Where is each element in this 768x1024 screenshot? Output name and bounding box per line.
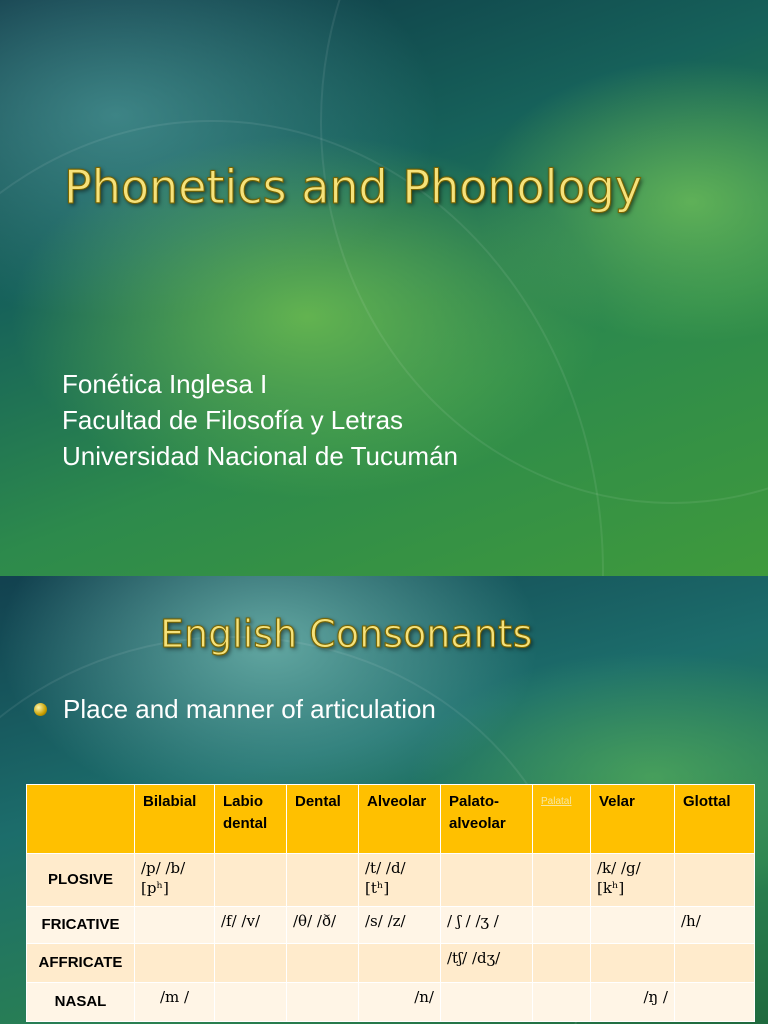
table-header-cell: Velar xyxy=(591,785,675,854)
table-cell: /s/ /z/ xyxy=(359,907,441,944)
table-cell xyxy=(135,907,215,944)
bullet-item xyxy=(34,694,436,725)
table-cell xyxy=(591,944,675,983)
table-cell xyxy=(533,854,591,907)
row-label: FRICATIVE xyxy=(27,907,135,944)
slide-subtitle xyxy=(62,366,458,474)
table-header-cell: Bilabial xyxy=(135,785,215,854)
table-cell: /n/ xyxy=(359,983,441,1022)
consonant-table xyxy=(26,784,755,1022)
row-label: AFFRICATE xyxy=(27,944,135,983)
table-cell xyxy=(135,944,215,983)
table-cell: /tʃ/ /dʒ/ xyxy=(441,944,533,983)
table-row xyxy=(27,907,755,944)
table-cell: / ʃ / /ʒ / xyxy=(441,907,533,944)
subtitle-line: Universidad Nacional de Tucumán xyxy=(62,441,458,471)
table-cell xyxy=(287,944,359,983)
table-cell xyxy=(675,944,755,983)
subtitle-line: Facultad de Filosofía y Letras xyxy=(62,405,404,435)
table-cell xyxy=(533,983,591,1022)
table-cell xyxy=(675,854,755,907)
table-cell xyxy=(215,944,287,983)
table-cell xyxy=(675,983,755,1022)
table-cell: /t/ /d/ [tʰ] xyxy=(359,854,441,907)
consonants-slide xyxy=(0,576,768,1024)
table-cell: /θ/ /ð/ xyxy=(287,907,359,944)
table-header-cell-link[interactable]: Palatal xyxy=(533,785,591,854)
table-cell xyxy=(533,907,591,944)
table-cell: /k/ /g/ [kʰ] xyxy=(591,854,675,907)
table-header-cell: Glottal xyxy=(675,785,755,854)
table-cell xyxy=(441,854,533,907)
bullet-text: Place and manner of articulation xyxy=(63,694,436,724)
table-header-cell xyxy=(27,785,135,854)
slide-title: Phonetics and Phonology xyxy=(64,160,643,214)
table-header-cell: Alveolar xyxy=(359,785,441,854)
subtitle-line: Fonética Inglesa I xyxy=(62,369,268,399)
table-cell xyxy=(591,907,675,944)
table-cell xyxy=(533,944,591,983)
slide-title: English Consonants xyxy=(160,612,533,656)
table-cell xyxy=(359,944,441,983)
table-header-cell: Palato-alveolar xyxy=(441,785,533,854)
table-cell: /p/ /b/ [pʰ] xyxy=(135,854,215,907)
table-row xyxy=(27,983,755,1022)
table-cell xyxy=(215,983,287,1022)
table-cell: /h/ xyxy=(675,907,755,944)
table-cell: /f/ /v/ xyxy=(215,907,287,944)
row-label: PLOSIVE xyxy=(27,854,135,907)
table-cell xyxy=(215,854,287,907)
table-header-cell: Labio dental xyxy=(215,785,287,854)
gold-sphere-bullet-icon xyxy=(34,703,47,716)
table-cell xyxy=(287,854,359,907)
table-cell: /ŋ / xyxy=(591,983,675,1022)
table-cell xyxy=(287,983,359,1022)
table-cell xyxy=(441,983,533,1022)
row-label: NASAL xyxy=(27,983,135,1022)
table-cell: /m / xyxy=(135,983,215,1022)
table-header-row xyxy=(27,785,755,854)
table-row xyxy=(27,854,755,907)
table-row xyxy=(27,944,755,983)
table-header-cell: Dental xyxy=(287,785,359,854)
